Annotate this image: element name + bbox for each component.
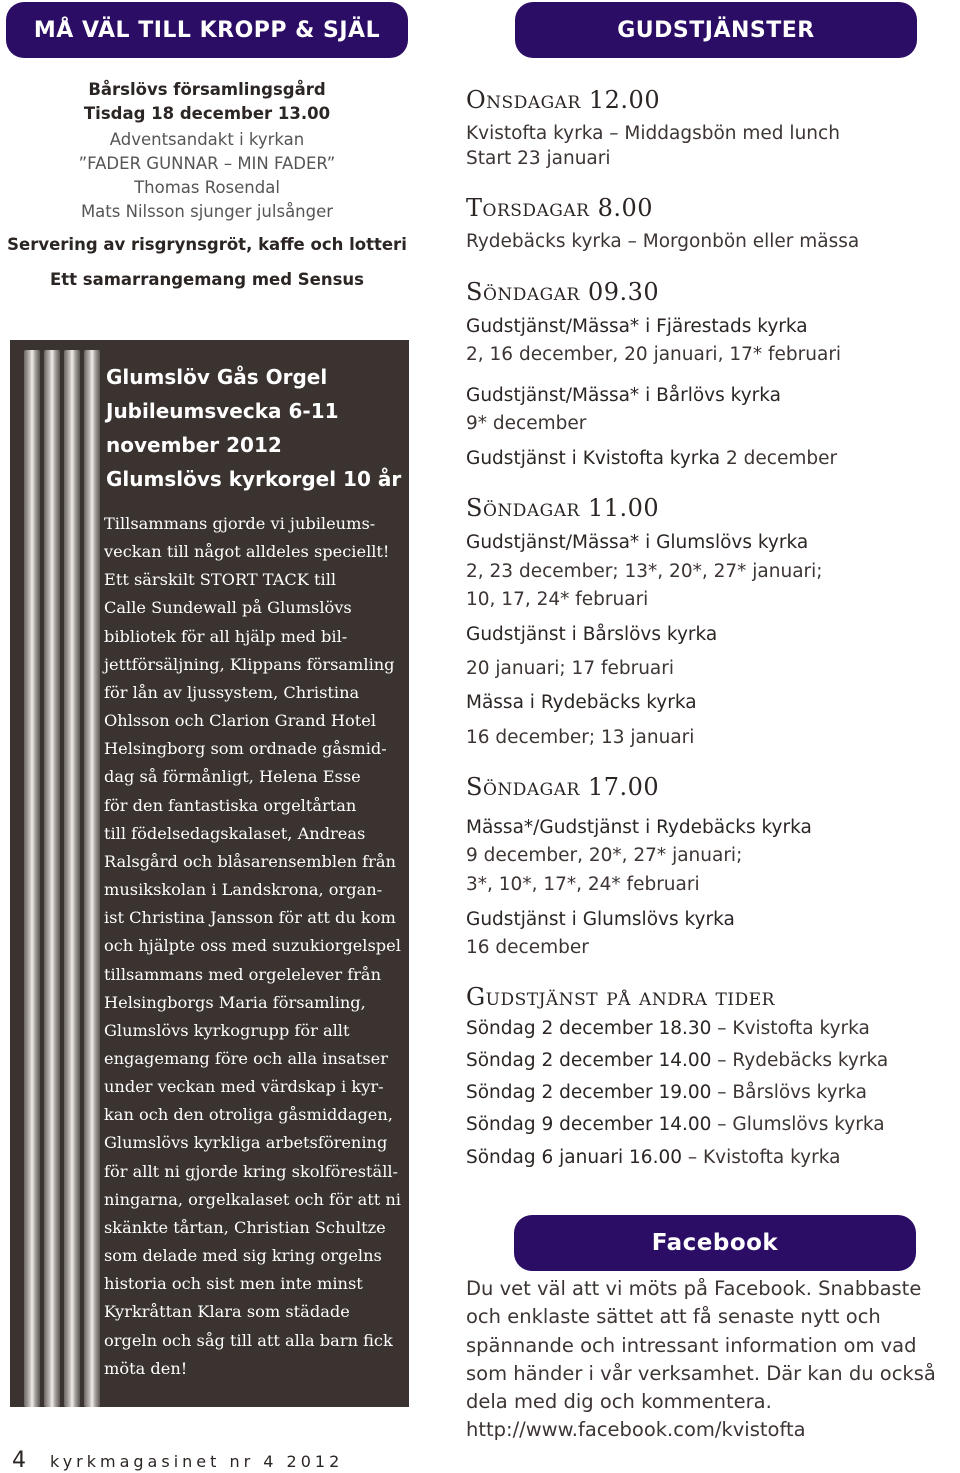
panel-body-line: orgeln och såg till att alla barn fick — [104, 1330, 393, 1350]
s1100-line-2: 2, 23 december; 13*, 20*, 27* januari; — [466, 561, 823, 582]
s1100-line-4: Gudstjänst i Bårslövs kyrka — [466, 624, 718, 645]
s0930-line-2: 2, 16 december, 20 januari, 17* februari — [466, 344, 842, 365]
panel-body-line: Calle Sundewall på Glumslövs — [104, 598, 352, 618]
s1100-line-1: Gudstjänst/Mässa* i Glumslövs kyrka — [466, 532, 809, 553]
panel-body-line: ist Christina Jansson för att du kom — [104, 908, 396, 928]
event-line-2: ”FADER GUNNAR – MIN FADER” — [78, 154, 336, 173]
other-service-item: Söndag 2 december 18.30 – Kvistofta kyrka — [466, 1018, 870, 1039]
panel-body-line: skänkte tårtan, Christian Schultze — [104, 1217, 386, 1237]
panel-body-line: kan och den otroliga gåsmiddagen, — [104, 1105, 393, 1125]
panel-body-line: dag så förmånligt, Helena Esse — [104, 767, 361, 787]
s0930-line-5-date: 2 december — [720, 448, 838, 469]
heading-sondagar-1700: Söndagar 17.00 — [466, 773, 660, 801]
panel-body-line: Tillsammans gjorde vi jubileums- — [104, 514, 376, 533]
s0930-line-1: Gudstjänst/Mässa* i Fjärestads kyrka — [466, 316, 808, 337]
magazine-label: kyrkmagasinet nr 4 2012 — [50, 1452, 344, 1471]
page-number: 4 — [12, 1448, 26, 1473]
left-banner-title: MÅ VÄL TILL KROPP & SJÄL — [33, 17, 381, 43]
s0930-line-5-church: Gudstjänst i Kvistofta kyrka — [466, 448, 721, 469]
organ-pipe — [24, 350, 40, 1407]
panel-body-line: bibliotek för all hjälp med bil- — [104, 626, 348, 646]
s1100-line-5: 20 januari; 17 februari — [466, 658, 675, 679]
right-banner-title: GUDSTJÄNSTER — [617, 17, 815, 43]
s0930-line-5 — [466, 448, 837, 469]
panel-body-line: Helsingborgs Maria församling, — [104, 992, 366, 1012]
panel-body-line: Kyrkråttan Klara som städade — [104, 1302, 350, 1322]
s1100-line-6: Mässa i Rydebäcks kyrka — [466, 692, 697, 713]
other-service-item: Söndag 2 december 14.00 – Rydebäcks kyrka — [466, 1050, 889, 1071]
panel-body-line: för lån av ljussystem, Christina — [104, 682, 360, 702]
panel-body-line: till födelsedagskalaset, Andreas — [104, 823, 366, 843]
panel-body-line: för allt ni gjorde kring skolföreställ- — [104, 1161, 399, 1181]
heading-sondagar-0930: Söndagar 09.30 — [466, 278, 660, 306]
panel-heading-line: Glumslövs kyrkorgel 10 år — [106, 467, 402, 491]
other-service-item: Söndag 9 december 14.00 – Glumslövs kyrka — [466, 1114, 885, 1135]
event-coop: Ett samarrangemang med Sensus — [49, 270, 364, 289]
panel-body-line: Ralsgård och blåsarensemblen från — [104, 851, 396, 871]
left-section-banner — [6, 2, 408, 58]
panel-body-line: jettförsäljning, Klippans församling — [104, 654, 395, 674]
page-footer — [12, 1448, 343, 1473]
panel-body-line: möta den! — [104, 1358, 188, 1378]
organ-pipe — [64, 350, 80, 1407]
panel-body-line: Ett särskilt STORT TACK till — [104, 570, 337, 590]
event-venue: Bårslövs församlingsgård — [88, 80, 326, 99]
s1100-line-3: 10, 17, 24* februari — [466, 589, 649, 610]
panel-body-line: som delade med sig kring orgelns — [104, 1246, 382, 1266]
onsdag-line-2: Start 23 januari — [466, 148, 611, 169]
s1700-line-5: 16 december — [466, 937, 589, 958]
panel-body-line: och hjälpte oss med suzukiorgelspel — [104, 936, 401, 956]
facebook-text: Du vet väl att vi möts på Facebook. Snabbaste och enklaste sättet att få senaste nytt och spännande och intressant information om vad som händer i vår verksamhet. Där kan du också dela med dig och kommentera. http://www.facebook.com/kvistofta — [466, 1277, 936, 1442]
organ-pipe — [44, 350, 60, 1407]
panel-body-line: Glumslövs kyrkogrupp för allt — [104, 1020, 350, 1040]
panel-body-line: Glumslövs kyrkliga arbetsförening — [104, 1133, 388, 1153]
event-line-1: Adventsandakt i kyrkan — [109, 130, 305, 149]
organ-pipe — [84, 350, 100, 1407]
panel-heading-line: Jubileumsvecka 6-11 — [106, 399, 339, 423]
s1700-line-4: Gudstjänst i Glumslövs kyrka — [466, 909, 735, 930]
s1700-line-3: 3*, 10*, 17*, 24* februari — [466, 874, 700, 895]
heading-sondagar-1100: Söndagar 11.00 — [466, 494, 660, 522]
other-service-item: Söndag 6 januari 16.00 – Kvistofta kyrka — [466, 1147, 841, 1168]
panel-body-line: Ohlsson och Clarion Grand Hotel — [104, 711, 377, 731]
s1700-line-2: 9 december, 20*, 27* januari; — [466, 845, 743, 866]
panel-body-line: för den fantastiska orgeltårtan — [104, 795, 357, 815]
event-serving: Servering av risgrynsgröt, kaffe och lotteri — [7, 235, 407, 254]
panel-body — [104, 510, 404, 1383]
right-section-banner — [515, 2, 917, 58]
panel-heading-line: november 2012 — [106, 433, 282, 457]
s1700-line-1: Mässa*/Gudstjänst i Rydebäcks kyrka — [466, 817, 812, 838]
facebook-title: Facebook — [651, 1230, 779, 1256]
torsdag-line-1: Rydebäcks kyrka – Morgonbön eller mässa — [466, 231, 860, 252]
panel-body-line: ningarna, orgelkalaset och för att ni — [104, 1189, 401, 1209]
event-line-3: Thomas Rosendal — [134, 178, 280, 197]
event-date: Tisdag 18 december 13.00 — [83, 104, 331, 123]
onsdag-line-1: Kvistofta kyrka – Middagsbön med lunch — [466, 123, 840, 144]
event-line-4: Mats Nilsson sjunger julsånger — [80, 202, 334, 221]
s1100-line-7: 16 december; 13 januari — [466, 727, 695, 748]
panel-body-line: musikskolan i Landskrona, organ- — [104, 880, 383, 900]
panel-body-line: Helsingborg som ordnade gåsmid- — [104, 739, 387, 759]
panel-body-line: engagemang före och alla insatser — [104, 1048, 388, 1068]
heading-other-times: Gudstjänst på andra tider — [466, 983, 775, 1011]
panel-body-line: tillsammans med orgelelever från — [104, 964, 382, 984]
panel-body-line: under veckan med värdskap i kyr- — [104, 1077, 384, 1097]
s0930-line-4: 9* december — [466, 413, 587, 434]
organ-jubilee-panel — [10, 340, 409, 1407]
facebook-banner — [514, 1215, 916, 1271]
panel-body-line: veckan till något alldeles speciellt! — [104, 542, 390, 562]
heading-onsdagar: Onsdagar 12.00 — [466, 86, 661, 114]
heading-torsdagar: Torsdagar 8.00 — [466, 194, 654, 222]
panel-heading-line: Glumslöv Gås Orgel — [106, 365, 328, 389]
other-service-item: Söndag 2 december 19.00 – Bårslövs kyrka — [466, 1082, 867, 1103]
panel-body-line: historia och sist men inte minst — [104, 1274, 363, 1294]
panel-heading — [106, 360, 406, 496]
organ-pipes-image — [24, 350, 104, 1407]
s0930-line-3: Gudstjänst/Mässa* i Bårlövs kyrka — [466, 385, 781, 406]
